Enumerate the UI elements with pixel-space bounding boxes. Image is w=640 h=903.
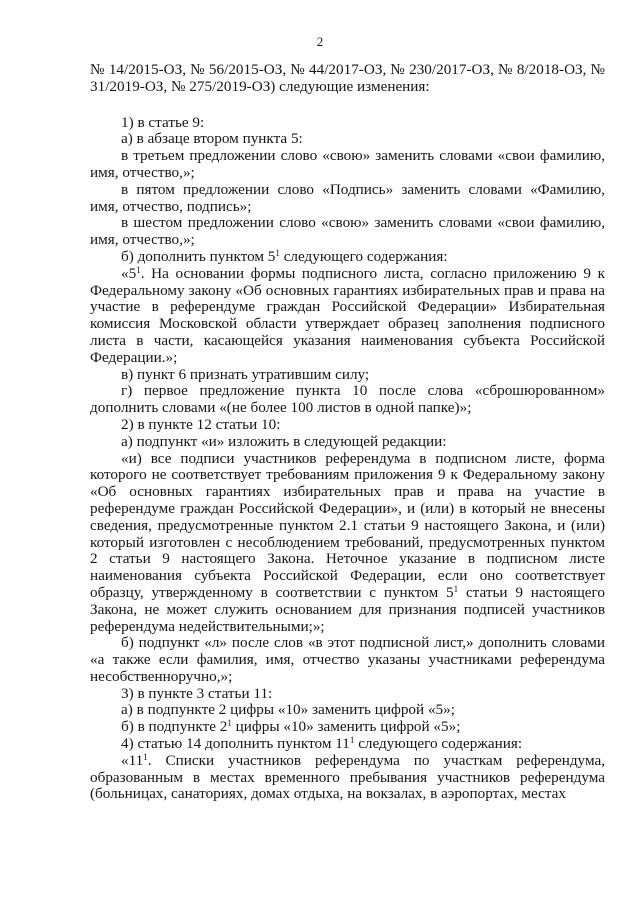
paragraph: а) в абзаце втором пункта 5: <box>121 130 303 148</box>
paragraph: 1) в статье 9: <box>121 113 205 131</box>
paragraph: 3) в пункте 3 статьи 11: <box>121 684 273 702</box>
paragraph: 2) в пункте 12 статьи 10: <box>121 415 281 433</box>
paragraph: а) подпункт «и» изложить в следующей редакции: <box>121 432 447 450</box>
paragraph: а) в подпункте 2 цифры «10» заменить цифрой «5»; <box>121 701 455 719</box>
paragraph: б) подпункт «л» после слов «в этот подписной лист,» дополнить словами «а также если фамилия, имя, отчество указаны участниками референдума несобственноручно,»; <box>90 634 605 685</box>
paragraph: в шестом предложении слово «свою» заменить словами «свои фамилию, имя, отчество,»; <box>90 214 605 249</box>
paragraph: «$11^1$. Списки участников референдума по участкам референдума, образованным в местах временного пребывания участников референдума (больницах, санаториях, домах отдыха, на вокзалах, в аэропортах, местах <box>90 751 605 803</box>
paragraph: № 14/2015-ОЗ, № 56/2015-ОЗ, № 44/2017-ОЗ, № 230/2017-ОЗ, № 8/2018-ОЗ, № 31/2019-ОЗ, № 275/2019-ОЗ) следующие изменения: <box>90 61 605 95</box>
paragraph: в пятом предложении слово «Подпись» заменить словами «Фамилию, имя, отчество, подпись»; <box>90 180 605 215</box>
paragraph: г) первое предложение пункта 10 после слова «сброшюрованном» дополнить словами «(не более 100 листов в одной папке)»; <box>90 382 605 417</box>
paragraph: в третьем предложении слово «свою» заменить словами «свои фамилию, имя, отчество,»; <box>90 147 605 181</box>
page-number: 2 <box>316 34 324 49</box>
paragraph: в) пункт 6 признать утратившим силу; <box>121 365 370 383</box>
paragraph: б) дополнить пунктом $5^1$ следующего содержания: <box>121 247 448 265</box>
paragraph-gap <box>90 96 605 115</box>
paragraph: «и) все подписи участников референдума в подписном листе, форма которого не соответствует требованиям приложения 9 к Федеральному закону «Об основных гарантиях избирательных прав и права на участие в референдуме граждан Российской Федерации», и (или) в который не внесены сведения, предусмотренные пунктом 2.1 статьи 9 настоящего Закона, и (или) который изготовлен с несоблюдением требований, предусмотренных пунктом 2 статьи 9 настоящего Закона. Неточное указание в подписном листе наименования субъекта Российской Федерации, если оно соответствует образцу, утвержденному в соответствии с пунктом $5^1$ статьи 9 настоящего Закона, не может служить основанием для признания подписей участников референдума недействительными;»; <box>90 449 605 635</box>
paragraph: «$5^1$. На основании формы подписного листа, согласно приложению 9 к Федеральному закону «Об основных гарантиях избирательных прав и права на участие в референдуме граждан Российской Федерации» Избирательная комиссия Московской области утверждает образец заполнения подписного листа в части, касающейся указания наименования субъекта Российской Федерации.»; <box>90 264 605 366</box>
document-body <box>90 62 605 803</box>
paragraph: б) в подпункте $2^1$ цифры «10» заменить цифрой «5»; <box>121 718 461 736</box>
paragraph: 4) статью 14 дополнить пунктом $11^1$ следующего содержания: <box>121 735 523 753</box>
